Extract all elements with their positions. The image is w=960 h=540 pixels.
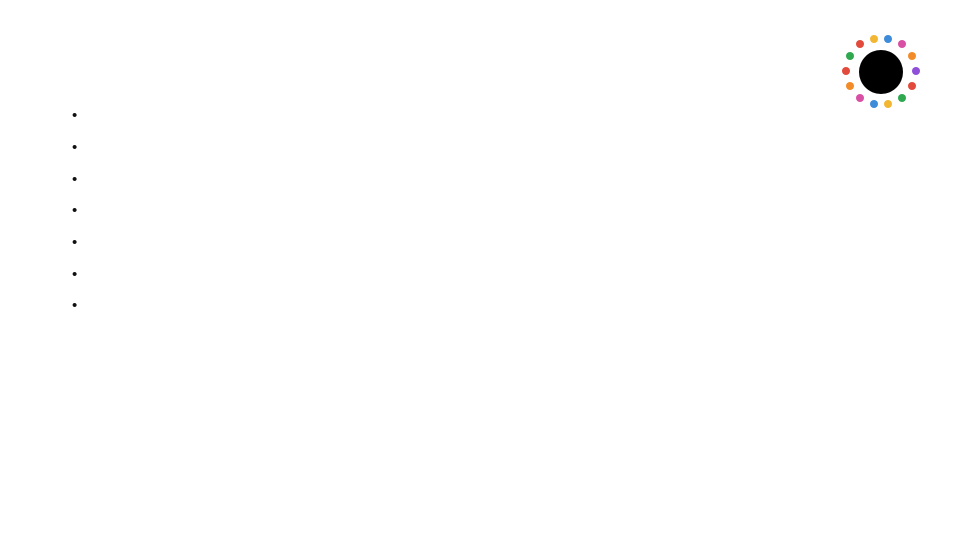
bullet-icon: • xyxy=(72,202,78,220)
list-item xyxy=(72,195,91,227)
list-item xyxy=(72,100,91,132)
environmental-awareness-logo xyxy=(820,14,942,136)
list-item xyxy=(72,227,91,259)
list-item xyxy=(72,132,91,164)
globe-icon xyxy=(859,50,903,94)
bullet-icon: • xyxy=(72,139,78,157)
bullet-icon: • xyxy=(72,170,78,188)
list-item xyxy=(72,163,91,195)
bullet-icon: • xyxy=(72,265,78,283)
bullet-icon: • xyxy=(72,234,78,252)
list-item xyxy=(72,290,91,322)
bullet-icon: • xyxy=(72,107,78,125)
bullet-list xyxy=(72,100,91,322)
bullet-icon: • xyxy=(72,297,78,315)
logo-graphic xyxy=(820,14,942,136)
list-item xyxy=(72,258,91,290)
